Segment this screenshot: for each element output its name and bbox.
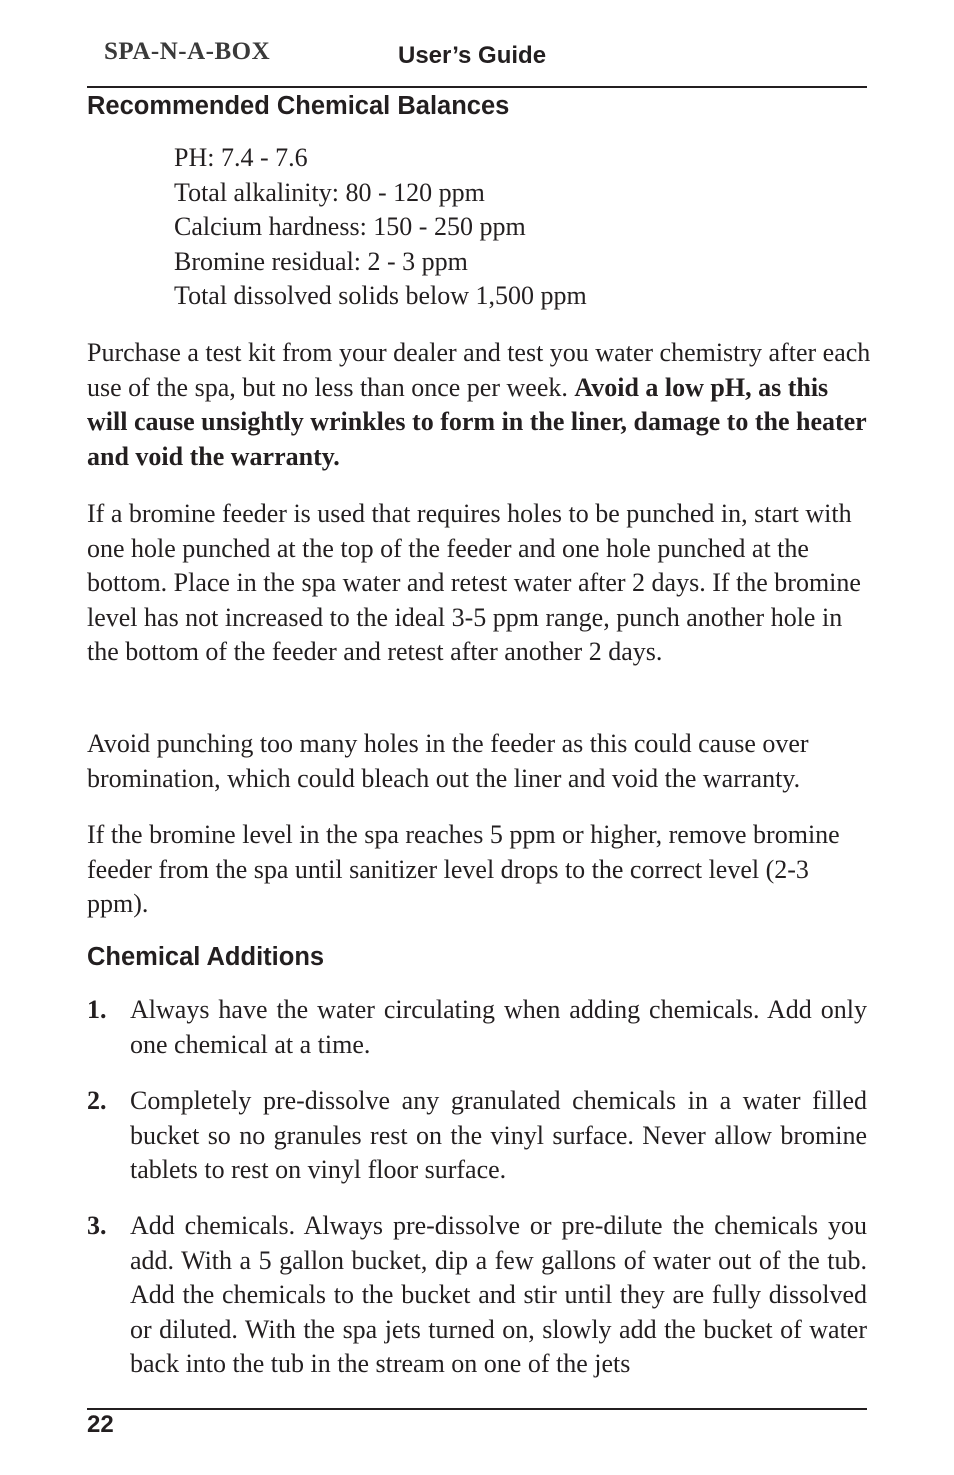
paragraph-test-kit-normal: Purchase a test kit from your dealer and test you water chemistry after each use of the spa, but no less than once per week. <box>87 338 871 402</box>
spec-alkalinity: Total alkalinity: 80 - 120 ppm <box>174 177 485 207</box>
list-item-text: Completely pre-dissolve any granulated chemicals in a water filled bucket so no granules rest on the vinyl surface. Never allow bromine tablets to rest on vinyl floor surface. <box>130 1086 867 1185</box>
footer-rule <box>87 1408 867 1410</box>
list-item-number: 1. <box>87 995 107 1024</box>
spec-tds: Total dissolved solids below 1,500 ppm <box>174 281 587 311</box>
list-item <box>87 1084 867 1188</box>
paragraph-bromine-feeder: If a bromine feeder is used that requires holes to be punched in, start with one hole punched at the top of the feeder and one hole punched at the bottom. Place in the spa water and retest water after 2 days. If the bromine level has not increased to the ideal 3-5 ppm range, punch another hole in the bottom of the feeder and retest after another 2 days. <box>87 499 861 667</box>
list-item-text: Always have the water circulating when adding chemicals. Add only one chemical at a time. <box>130 995 867 1059</box>
section-heading-additions: Chemical Additions <box>87 943 325 971</box>
warning-low-ph: Avoid a low pH, as this will cause unsightly wrinkles to form in the liner, damage to the heater and void the warranty. <box>87 372 867 471</box>
header-rule <box>87 86 867 88</box>
spec-calcium: Calcium hardness: 150 - 250 ppm <box>174 212 526 242</box>
paragraph-overbromination: Avoid punching too many holes in the feeder as this could cause over bromination, which could bleach out the liner and void the warranty. <box>87 729 809 793</box>
brand-logo: SPA-N-A-BOX <box>104 38 271 65</box>
spec-bromine: Bromine residual: 2 - 3 ppm <box>174 246 468 276</box>
section-heading-balances: Recommended Chemical Balances <box>87 92 510 120</box>
spec-ph: PH: 7.4 - 7.6 <box>174 143 308 172</box>
paragraph-bromine-level: If the bromine level in the spa reaches 5 ppm or higher, remove bromine feeder from the spa until sanitizer level drops to the correct level (2-3 ppm). <box>87 820 840 919</box>
list-item-text: Add chemicals. Always pre-dissolve or pre-dilute the chemicals you add. With a 5 gallon bucket, dip a few gallons of water out of the tub. Add the chemicals to the bucket and stir until they are fully dissolved or diluted. With the spa jets turned on, slowly add the bucket of water back into the tub in the stream on one of the jets <box>130 1211 867 1379</box>
header-title: User’s Guide <box>398 42 547 69</box>
list-item-number: 2. <box>87 1086 107 1115</box>
paragraph-test-kit <box>87 336 872 474</box>
chemical-specs-list <box>174 141 587 314</box>
list-item <box>87 1209 867 1382</box>
page-number: 22 <box>87 1411 114 1438</box>
list-item <box>87 993 867 1062</box>
list-item-number: 3. <box>87 1211 107 1240</box>
